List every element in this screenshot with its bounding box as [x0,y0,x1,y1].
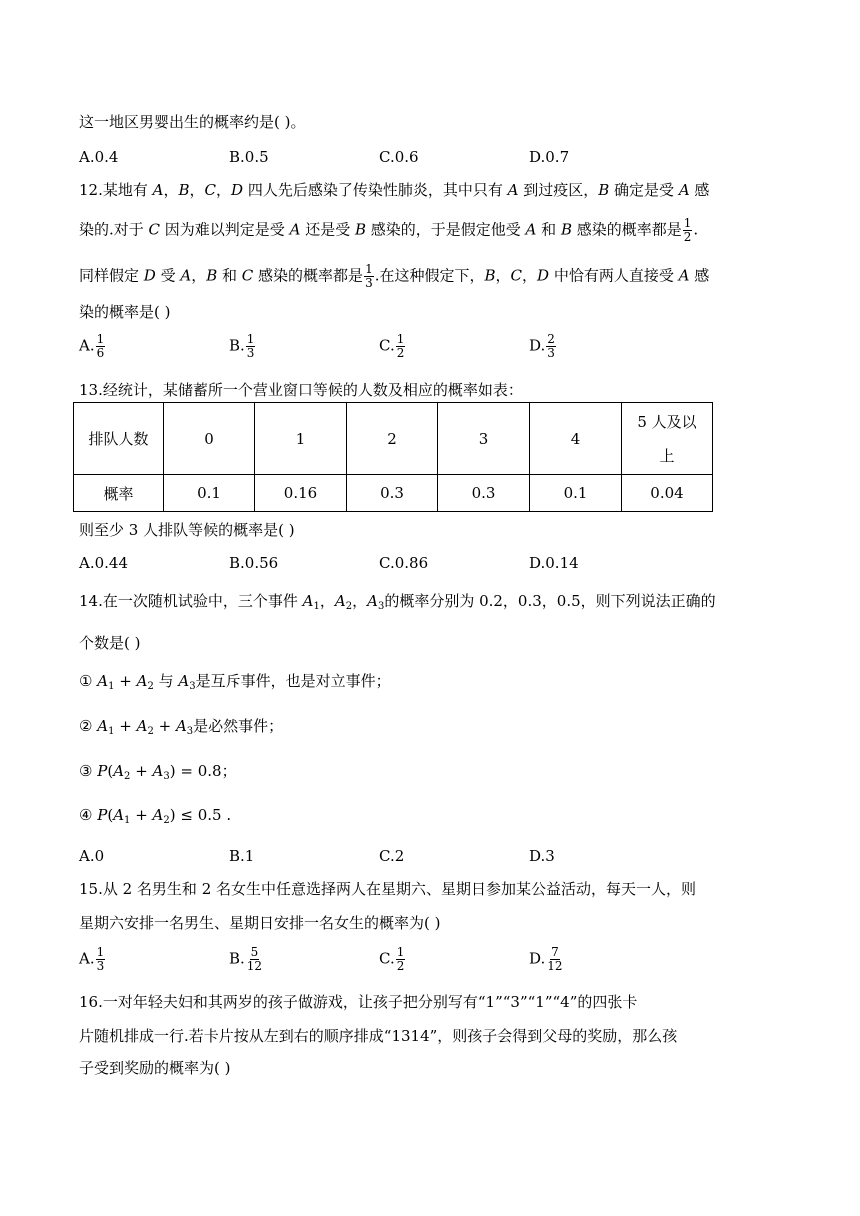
table-cell-prob: 0.04 [622,475,713,512]
q15-option-a: A. $\frac{1}{3}$ [79,945,105,973]
q15-option-d: D. $\frac{7}{12}$ [529,945,563,973]
q16-stem-line1: 16.一对年轻夫妇和其两岁的孩子做游戏，让孩子把分别写有“1”“3”“1”“4”的四张卡 [79,993,638,1011]
table-cell-prob: 0.3 [438,475,530,512]
table-cell-count: 2 [347,403,438,475]
q14-item-4: ④ $P(A_1 + A_2) \le 0.5$ . [79,806,232,826]
q13-stem: 13.经统计，某储蓄所一个营业窗口等候的人数及相应的概率如表： [79,381,523,399]
q14-option-b: B.1 [229,847,255,865]
q14-option-a: A.0 [79,847,105,865]
q12-stem-line3: 同样假定 D 受 A，B 和 C 感染的概率都是 $\frac{1}{3}$ .在这种假定下，B，C，D 中恰有两人直接受 A 感 [79,262,710,290]
table-cell-count: 3 [438,403,530,475]
table-cell-count-last: 5 人及以 上 [622,403,713,475]
q15-stem-line2: 星期六安排一名男生、星期日安排一名女生的概率为( ) [79,914,441,932]
q12-option-b: B. $\frac{1}{3}$ [229,332,255,360]
q12-stem-line4: 染的概率是( ) [79,303,171,321]
q13-option-a: A.0.44 [79,554,128,572]
q12-stem-line1: 12.某地有 A，B，C，D 四人先后感染了传染性肺炎，其中只有 A 到过疫区，B 确定是受 A 感 [79,181,710,199]
fraction-one-half: $\frac{1}{2}$ [683,216,692,244]
q14-item-2: ② $A_1 + A_2 + A_3$是必然事件； [79,717,284,737]
q12-option-c: C. $\frac{1}{2}$ [379,332,405,360]
table-cell-prob: 0.1 [530,475,622,512]
q13-option-d: D.0.14 [529,554,579,572]
q14-option-c: C.2 [379,847,405,865]
q16-stem-line3: 子受到奖励的概率为( ) [79,1059,231,1077]
q15-option-c: C. $\frac{1}{2}$ [379,945,405,973]
q13-question: 则至少 3 人排队等候的概率是( ) [79,521,295,539]
q12-option-a: A. $\frac{1}{6}$ [79,332,105,360]
queue-probability-table [73,402,713,512]
table-header-label: 排队人数 [74,403,164,475]
table-cell-prob: 0.3 [347,475,438,512]
q14-item-1: ① $A_1 + A_2$ 与 $A_3$是互斥事件，也是对立事件； [79,672,391,692]
q12-stem-line2: 染的.对于 C 因为难以判定是受 A 还是受 B 感染的，于是假定他受 A 和 B 感染的概率都是 $\frac{1}{2}$ . [79,216,699,244]
table-row-label: 概率 [74,475,164,512]
q11-option-c: C.0.6 [379,148,419,166]
q12-option-d: D. $\frac{2}{3}$ [529,332,555,360]
q15-stem-line1: 15.从 2 名男生和 2 名女生中任意选择两人在星期六、星期日参加某公益活动，每天一人，则 [79,880,697,898]
table-cell-count: 4 [530,403,622,475]
table-row-counts [74,403,713,475]
q11-stem-tail: 这一地区男婴出生的概率约是( )。 [79,113,306,131]
table-cell-count: 0 [164,403,255,475]
q14-stem-line2: 个数是( ) [79,634,141,652]
table-row-probabilities [74,475,713,512]
table-cell-count: 1 [255,403,347,475]
fraction-one-third: $\frac{1}{3}$ [365,262,373,290]
q11-option-b: B.0.5 [229,148,269,166]
table-cell-prob: 0.1 [164,475,255,512]
q11-option-d: D.0.7 [529,148,570,166]
table-cell-prob: 0.16 [255,475,347,512]
q14-stem-line1: 14.在一次随机试验中，三个事件 $A_1$，$A_2$，$A_3$的概率分别为 0.2，0.3，0.5，则下列说法正确的 [79,592,716,612]
q11-option-a: A.0.4 [79,148,119,166]
q15-option-b: B. $\frac{5}{12}$ [229,945,263,973]
q14-option-d: D.3 [529,847,555,865]
q13-option-b: B.0.56 [229,554,279,572]
q13-option-c: C.0.86 [379,554,429,572]
q14-item-3: ③ $P(A_2 + A_3) = 0.8$； [79,762,237,782]
q16-stem-line2: 片随机排成一行.若卡片按从左到右的顺序排成“1314”，则孩子会得到父母的奖励，那么孩 [79,1027,678,1045]
